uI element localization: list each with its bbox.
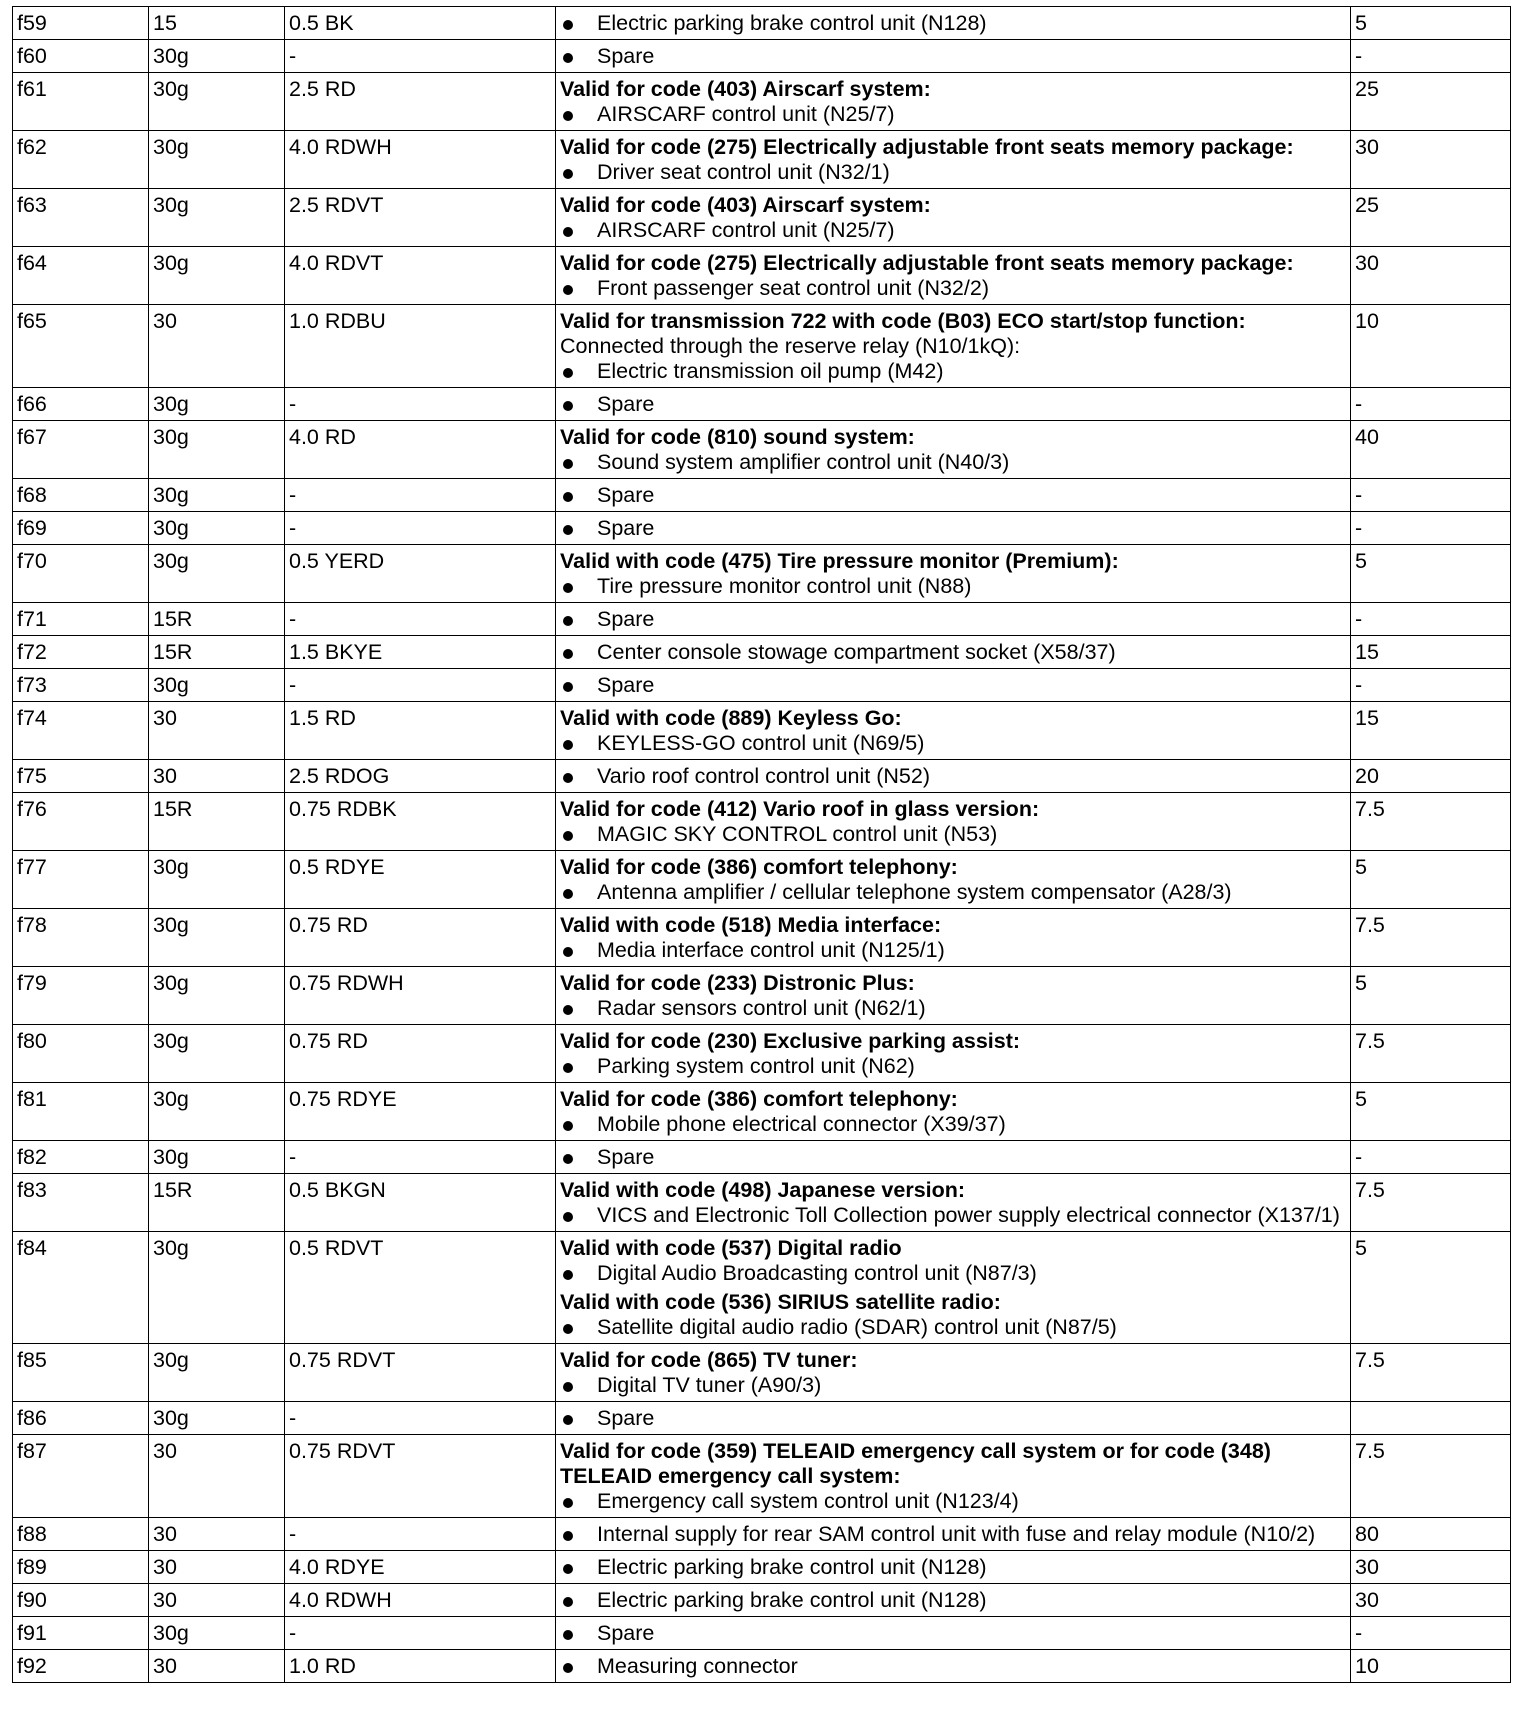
amperage-cell: 5 bbox=[1351, 967, 1511, 1025]
fuse-number-cell: f79 bbox=[13, 967, 149, 1025]
amperage-cell: 5 bbox=[1351, 1083, 1511, 1141]
table-row bbox=[13, 73, 1511, 131]
description-cell bbox=[556, 479, 1351, 512]
wire-cell: - bbox=[285, 40, 556, 73]
amperage-cell: 5 bbox=[1351, 851, 1511, 909]
wire-cell: - bbox=[285, 603, 556, 636]
terminal-cell: 30g bbox=[149, 131, 285, 189]
wire-cell: 0.5 BK bbox=[285, 7, 556, 40]
table-row bbox=[13, 851, 1511, 909]
bullet-item: MAGIC SKY CONTROL control unit (N53) bbox=[560, 822, 1346, 847]
bullet-item: Center console stowage compartment socket (X58/37) bbox=[560, 640, 1346, 665]
bullet-item: Spare bbox=[560, 1145, 1346, 1170]
amperage-cell: 25 bbox=[1351, 73, 1511, 131]
table-row bbox=[13, 1232, 1511, 1344]
terminal-cell: 30g bbox=[149, 421, 285, 479]
wire-cell: 4.0 RDWH bbox=[285, 1584, 556, 1617]
terminal-cell: 30g bbox=[149, 909, 285, 967]
table-row bbox=[13, 1344, 1511, 1402]
terminal-cell: 30 bbox=[149, 1584, 285, 1617]
fuse-number-cell: f66 bbox=[13, 388, 149, 421]
fuse-number-cell: f80 bbox=[13, 1025, 149, 1083]
validity-heading: Valid for code (230) Exclusive parking assist: bbox=[560, 1029, 1021, 1053]
wire-cell: - bbox=[285, 669, 556, 702]
bullet-item: Media interface control unit (N125/1) bbox=[560, 938, 1346, 963]
validity-heading: Valid for code (403) Airscarf system: bbox=[560, 77, 931, 101]
amperage-cell: 10 bbox=[1351, 305, 1511, 388]
table-row bbox=[13, 305, 1511, 388]
bullet-item: AIRSCARF control unit (N25/7) bbox=[560, 218, 1346, 243]
amperage-cell: - bbox=[1351, 1617, 1511, 1650]
table-row bbox=[13, 1402, 1511, 1435]
fuse-number-cell: f64 bbox=[13, 247, 149, 305]
wire-cell: 1.0 RD bbox=[285, 1650, 556, 1683]
table-row bbox=[13, 636, 1511, 669]
terminal-cell: 30g bbox=[149, 40, 285, 73]
bullet-item: Electric parking brake control unit (N128) bbox=[560, 1555, 1346, 1580]
amperage-cell: - bbox=[1351, 388, 1511, 421]
bullet-item: Driver seat control unit (N32/1) bbox=[560, 160, 1346, 185]
bullet-item: Radar sensors control unit (N62/1) bbox=[560, 996, 1346, 1021]
terminal-cell: 30 bbox=[149, 1650, 285, 1683]
validity-heading: Valid for code (275) Electrically adjustable front seats memory package: bbox=[560, 135, 1294, 159]
fuse-number-cell: f67 bbox=[13, 421, 149, 479]
fuse-number-cell: f70 bbox=[13, 545, 149, 603]
bullet-item: Sound system amplifier control unit (N40/3) bbox=[560, 450, 1346, 475]
table-row bbox=[13, 479, 1511, 512]
wire-cell: - bbox=[285, 1402, 556, 1435]
amperage-cell: 7.5 bbox=[1351, 793, 1511, 851]
fuse-number-cell: f75 bbox=[13, 760, 149, 793]
description-cell bbox=[556, 702, 1351, 760]
table-row bbox=[13, 421, 1511, 479]
fuse-number-cell: f68 bbox=[13, 479, 149, 512]
wire-cell: - bbox=[285, 1141, 556, 1174]
fuse-number-cell: f65 bbox=[13, 305, 149, 388]
table-row bbox=[13, 669, 1511, 702]
bullet-item: Spare bbox=[560, 1621, 1346, 1646]
bullet-item: Front passenger seat control unit (N32/2) bbox=[560, 276, 1346, 301]
amperage-cell: - bbox=[1351, 479, 1511, 512]
fuse-number-cell: f63 bbox=[13, 189, 149, 247]
wire-cell: 0.75 RD bbox=[285, 909, 556, 967]
bullet-item: Satellite digital audio radio (SDAR) control unit (N87/5) bbox=[560, 1315, 1346, 1340]
fuse-number-cell: f71 bbox=[13, 603, 149, 636]
terminal-cell: 30g bbox=[149, 1025, 285, 1083]
fuse-number-cell: f78 bbox=[13, 909, 149, 967]
table-row bbox=[13, 702, 1511, 760]
validity-heading: Valid with code (475) Tire pressure monitor (Premium): bbox=[560, 549, 1119, 573]
bullet-item: Tire pressure monitor control unit (N88) bbox=[560, 574, 1346, 599]
fuse-number-cell: f69 bbox=[13, 512, 149, 545]
wire-cell: 0.5 RDVT bbox=[285, 1232, 556, 1344]
description-cell bbox=[556, 669, 1351, 702]
validity-heading: Valid for code (233) Distronic Plus: bbox=[560, 971, 915, 995]
fuse-assignment-table bbox=[12, 6, 1511, 1683]
bullet-item: Digital Audio Broadcasting control unit (N87/3) bbox=[560, 1261, 1346, 1286]
amperage-cell: - bbox=[1351, 669, 1511, 702]
fuse-number-cell: f86 bbox=[13, 1402, 149, 1435]
wire-cell: 2.5 RDOG bbox=[285, 760, 556, 793]
amperage-cell: 30 bbox=[1351, 1551, 1511, 1584]
wire-cell: 0.75 RDBK bbox=[285, 793, 556, 851]
description-cell bbox=[556, 388, 1351, 421]
wire-cell: 2.5 RDVT bbox=[285, 189, 556, 247]
table-row bbox=[13, 1025, 1511, 1083]
description-cell bbox=[556, 1083, 1351, 1141]
amperage-cell: 40 bbox=[1351, 421, 1511, 479]
description-cell bbox=[556, 1518, 1351, 1551]
terminal-cell: 15R bbox=[149, 603, 285, 636]
bullet-item: Electric parking brake control unit (N128) bbox=[560, 1588, 1346, 1613]
description-cell bbox=[556, 967, 1351, 1025]
amperage-cell: - bbox=[1351, 512, 1511, 545]
description-cell bbox=[556, 305, 1351, 388]
bullet-item: Spare bbox=[560, 483, 1346, 508]
description-cell bbox=[556, 1435, 1351, 1518]
amperage-cell: 5 bbox=[1351, 1232, 1511, 1344]
wire-cell: - bbox=[285, 1617, 556, 1650]
fuse-number-cell: f74 bbox=[13, 702, 149, 760]
fuse-number-cell: f81 bbox=[13, 1083, 149, 1141]
table-row bbox=[13, 1650, 1511, 1683]
validity-heading: Valid with code (518) Media interface: bbox=[560, 913, 942, 937]
fuse-number-cell: f72 bbox=[13, 636, 149, 669]
validity-heading: Valid for code (412) Vario roof in glass version: bbox=[560, 797, 1040, 821]
table-row bbox=[13, 1083, 1511, 1141]
wire-cell: 4.0 RDVT bbox=[285, 247, 556, 305]
fuse-number-cell: f89 bbox=[13, 1551, 149, 1584]
description-cell bbox=[556, 421, 1351, 479]
table-row bbox=[13, 131, 1511, 189]
wire-cell: - bbox=[285, 1518, 556, 1551]
description-cell bbox=[556, 793, 1351, 851]
description-cell bbox=[556, 1344, 1351, 1402]
wire-cell: 4.0 RDYE bbox=[285, 1551, 556, 1584]
bullet-item: Emergency call system control unit (N123/4) bbox=[560, 1489, 1346, 1514]
amperage-cell: 7.5 bbox=[1351, 1174, 1511, 1232]
fuse-number-cell: f83 bbox=[13, 1174, 149, 1232]
table-row bbox=[13, 512, 1511, 545]
bullet-item: Spare bbox=[560, 392, 1346, 417]
validity-heading: Valid for code (810) sound system: bbox=[560, 425, 915, 449]
validity-heading: Valid for code (359) TELEAID emergency call system or for code (348) TELEAID emergency call system: bbox=[560, 1439, 1271, 1488]
validity-heading: Valid for code (275) Electrically adjustable front seats memory package: bbox=[560, 251, 1294, 275]
terminal-cell: 30g bbox=[149, 1402, 285, 1435]
bullet-item: Spare bbox=[560, 673, 1346, 698]
table-row bbox=[13, 7, 1511, 40]
description-cell bbox=[556, 1174, 1351, 1232]
terminal-cell: 30g bbox=[149, 1083, 285, 1141]
terminal-cell: 30g bbox=[149, 247, 285, 305]
amperage-cell: 30 bbox=[1351, 131, 1511, 189]
description-cell bbox=[556, 636, 1351, 669]
fuse-number-cell: f76 bbox=[13, 793, 149, 851]
description-cell bbox=[556, 851, 1351, 909]
terminal-cell: 30 bbox=[149, 760, 285, 793]
wire-cell: 4.0 RD bbox=[285, 421, 556, 479]
wire-cell: 0.75 RDWH bbox=[285, 967, 556, 1025]
fuse-number-cell: f88 bbox=[13, 1518, 149, 1551]
terminal-cell: 30g bbox=[149, 1232, 285, 1344]
fuse-table-body bbox=[13, 7, 1511, 1683]
terminal-cell: 30 bbox=[149, 702, 285, 760]
fuse-number-cell: f77 bbox=[13, 851, 149, 909]
amperage-cell: 7.5 bbox=[1351, 1344, 1511, 1402]
fuse-number-cell: f84 bbox=[13, 1232, 149, 1344]
description-cell bbox=[556, 760, 1351, 793]
bullet-item: Vario roof control control unit (N52) bbox=[560, 764, 1346, 789]
table-row bbox=[13, 1174, 1511, 1232]
wire-cell: - bbox=[285, 512, 556, 545]
validity-heading: Valid for code (865) TV tuner: bbox=[560, 1348, 858, 1372]
wire-cell: - bbox=[285, 479, 556, 512]
description-cell bbox=[556, 40, 1351, 73]
description-cell bbox=[556, 131, 1351, 189]
description-cell bbox=[556, 1617, 1351, 1650]
wire-cell: - bbox=[285, 388, 556, 421]
amperage-cell: - bbox=[1351, 1141, 1511, 1174]
validity-heading: Valid with code (498) Japanese version: bbox=[560, 1178, 966, 1202]
amperage-cell: - bbox=[1351, 603, 1511, 636]
table-row bbox=[13, 545, 1511, 603]
terminal-cell: 30g bbox=[149, 545, 285, 603]
bullet-item: KEYLESS-GO control unit (N69/5) bbox=[560, 731, 1346, 756]
wire-cell: 4.0 RDWH bbox=[285, 131, 556, 189]
fuse-number-cell: f92 bbox=[13, 1650, 149, 1683]
amperage-cell: 7.5 bbox=[1351, 909, 1511, 967]
table-row bbox=[13, 189, 1511, 247]
table-row bbox=[13, 760, 1511, 793]
terminal-cell: 15 bbox=[149, 7, 285, 40]
description-cell bbox=[556, 1551, 1351, 1584]
bullet-item: Measuring connector bbox=[560, 1654, 1346, 1679]
table-row bbox=[13, 1617, 1511, 1650]
description-cell bbox=[556, 1584, 1351, 1617]
validity-heading: Valid for transmission 722 with code (B03) ECO start/stop function: bbox=[560, 309, 1246, 333]
amperage-cell: 15 bbox=[1351, 702, 1511, 760]
table-row bbox=[13, 1584, 1511, 1617]
description-cell bbox=[556, 545, 1351, 603]
description-cell bbox=[556, 1025, 1351, 1083]
terminal-cell: 15R bbox=[149, 793, 285, 851]
description-text: Connected through the reserve relay (N10/1kQ): bbox=[560, 334, 1021, 358]
table-row bbox=[13, 388, 1511, 421]
amperage-cell: 5 bbox=[1351, 545, 1511, 603]
amperage-cell: 25 bbox=[1351, 189, 1511, 247]
bullet-item: Spare bbox=[560, 1406, 1346, 1431]
description-cell bbox=[556, 1650, 1351, 1683]
amperage-cell: 15 bbox=[1351, 636, 1511, 669]
description-cell bbox=[556, 1141, 1351, 1174]
amperage-cell: 10 bbox=[1351, 1650, 1511, 1683]
terminal-cell: 30g bbox=[149, 388, 285, 421]
fuse-number-cell: f62 bbox=[13, 131, 149, 189]
table-row bbox=[13, 1518, 1511, 1551]
wire-cell: 0.75 RD bbox=[285, 1025, 556, 1083]
table-row bbox=[13, 1551, 1511, 1584]
amperage-cell: 30 bbox=[1351, 247, 1511, 305]
bullet-item: Electric parking brake control unit (N128) bbox=[560, 11, 1346, 36]
terminal-cell: 30g bbox=[149, 1141, 285, 1174]
amperage-cell: 80 bbox=[1351, 1518, 1511, 1551]
fuse-number-cell: f87 bbox=[13, 1435, 149, 1518]
bullet-item: Antenna amplifier / cellular telephone system compensator (A28/3) bbox=[560, 880, 1346, 905]
table-row bbox=[13, 967, 1511, 1025]
description-cell bbox=[556, 1232, 1351, 1344]
description-cell bbox=[556, 909, 1351, 967]
fuse-number-cell: f82 bbox=[13, 1141, 149, 1174]
fuse-number-cell: f73 bbox=[13, 669, 149, 702]
description-cell bbox=[556, 512, 1351, 545]
amperage-cell: 7.5 bbox=[1351, 1435, 1511, 1518]
description-cell bbox=[556, 189, 1351, 247]
bullet-item: VICS and Electronic Toll Collection power supply electrical connector (X137/1) bbox=[560, 1203, 1346, 1228]
wire-cell: 0.75 RDYE bbox=[285, 1083, 556, 1141]
validity-heading: Valid for code (403) Airscarf system: bbox=[560, 193, 931, 217]
amperage-cell: 5 bbox=[1351, 7, 1511, 40]
amperage-cell: - bbox=[1351, 40, 1511, 73]
table-row bbox=[13, 603, 1511, 636]
fuse-number-cell: f91 bbox=[13, 1617, 149, 1650]
wire-cell: 0.5 BKGN bbox=[285, 1174, 556, 1232]
amperage-cell: 30 bbox=[1351, 1584, 1511, 1617]
terminal-cell: 30 bbox=[149, 305, 285, 388]
table-row bbox=[13, 1141, 1511, 1174]
fuse-number-cell: f59 bbox=[13, 7, 149, 40]
wire-cell: 0.75 RDVT bbox=[285, 1435, 556, 1518]
terminal-cell: 30g bbox=[149, 512, 285, 545]
validity-heading: Valid for code (386) comfort telephony: bbox=[560, 855, 958, 879]
bullet-item: Internal supply for rear SAM control unit with fuse and relay module (N10/2) bbox=[560, 1522, 1346, 1547]
fuse-number-cell: f85 bbox=[13, 1344, 149, 1402]
table-row bbox=[13, 247, 1511, 305]
terminal-cell: 30g bbox=[149, 967, 285, 1025]
wire-cell: 2.5 RD bbox=[285, 73, 556, 131]
amperage-cell: 7.5 bbox=[1351, 1025, 1511, 1083]
amperage-cell: 20 bbox=[1351, 760, 1511, 793]
table-row bbox=[13, 40, 1511, 73]
table-row bbox=[13, 909, 1511, 967]
terminal-cell: 30 bbox=[149, 1435, 285, 1518]
terminal-cell: 30g bbox=[149, 851, 285, 909]
wire-cell: 0.75 RDVT bbox=[285, 1344, 556, 1402]
fuse-number-cell: f61 bbox=[13, 73, 149, 131]
terminal-cell: 30g bbox=[149, 669, 285, 702]
description-cell bbox=[556, 247, 1351, 305]
description-cell bbox=[556, 1402, 1351, 1435]
wire-cell: 0.5 RDYE bbox=[285, 851, 556, 909]
fuse-number-cell: f60 bbox=[13, 40, 149, 73]
bullet-item: Spare bbox=[560, 516, 1346, 541]
table-row bbox=[13, 793, 1511, 851]
validity-heading: Valid with code (537) Digital radio bbox=[560, 1236, 902, 1260]
amperage-cell bbox=[1351, 1402, 1511, 1435]
bullet-item: Mobile phone electrical connector (X39/37) bbox=[560, 1112, 1346, 1137]
validity-heading: Valid with code (889) Keyless Go: bbox=[560, 706, 902, 730]
description-cell bbox=[556, 603, 1351, 636]
wire-cell: 1.0 RDBU bbox=[285, 305, 556, 388]
terminal-cell: 30 bbox=[149, 1518, 285, 1551]
table-row bbox=[13, 1435, 1511, 1518]
terminal-cell: 30g bbox=[149, 1617, 285, 1650]
bullet-item: Spare bbox=[560, 44, 1346, 69]
bullet-item: AIRSCARF control unit (N25/7) bbox=[560, 102, 1346, 127]
terminal-cell: 30g bbox=[149, 73, 285, 131]
wire-cell: 1.5 RD bbox=[285, 702, 556, 760]
fuse-number-cell: f90 bbox=[13, 1584, 149, 1617]
wire-cell: 0.5 YERD bbox=[285, 545, 556, 603]
terminal-cell: 15R bbox=[149, 1174, 285, 1232]
description-cell bbox=[556, 7, 1351, 40]
validity-heading: Valid for code (386) comfort telephony: bbox=[560, 1087, 958, 1111]
terminal-cell: 30 bbox=[149, 1551, 285, 1584]
bullet-item: Digital TV tuner (A90/3) bbox=[560, 1373, 1346, 1398]
terminal-cell: 15R bbox=[149, 636, 285, 669]
description-cell bbox=[556, 73, 1351, 131]
bullet-item: Parking system control unit (N62) bbox=[560, 1054, 1346, 1079]
validity-heading: Valid with code (536) SIRIUS satellite radio: bbox=[560, 1290, 1001, 1314]
terminal-cell: 30g bbox=[149, 189, 285, 247]
terminal-cell: 30g bbox=[149, 479, 285, 512]
terminal-cell: 30g bbox=[149, 1344, 285, 1402]
bullet-item: Electric transmission oil pump (M42) bbox=[560, 359, 1346, 384]
wire-cell: 1.5 BKYE bbox=[285, 636, 556, 669]
bullet-item: Spare bbox=[560, 607, 1346, 632]
